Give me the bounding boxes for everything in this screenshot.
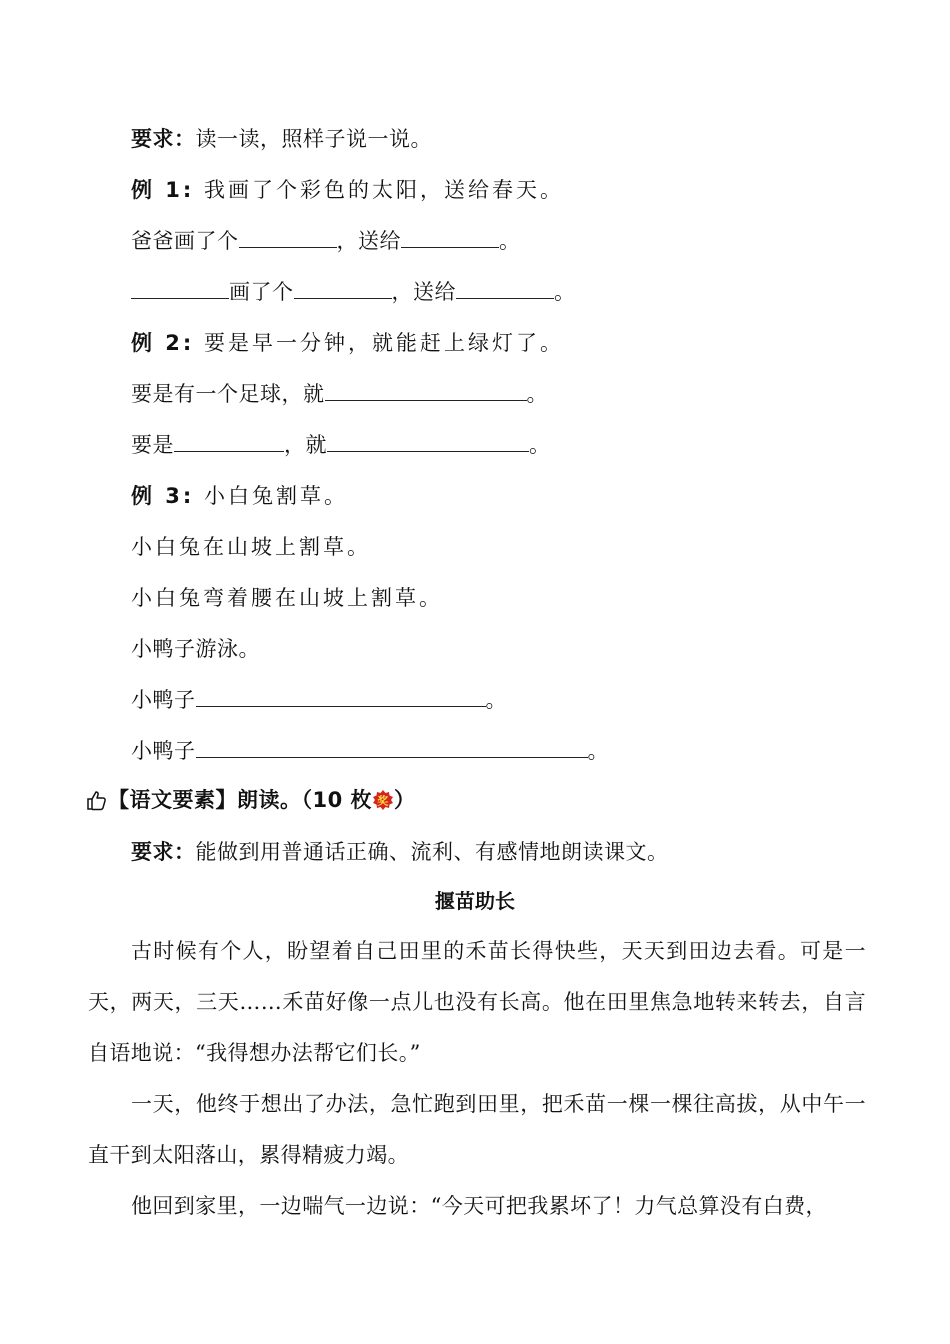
fill-text: 画了个 bbox=[229, 280, 294, 304]
requirement-text: 能做到用普通话正确、流利、有感情地朗读课文。 bbox=[195, 840, 669, 864]
answer-blank[interactable] bbox=[327, 431, 529, 452]
answer-blank[interactable] bbox=[174, 431, 284, 452]
example-3-sentence-2: 小白兔在山坡上割草。 bbox=[131, 535, 371, 559]
example-1-label: 例 1: bbox=[131, 178, 195, 202]
answer-blank[interactable] bbox=[325, 380, 527, 401]
requirement-line bbox=[131, 125, 432, 153]
fill-text: 爸爸画了个 bbox=[131, 229, 239, 253]
example-1-fill-2 bbox=[131, 278, 576, 306]
fill-text: 小鸭子 bbox=[131, 739, 196, 763]
story-paragraph-3: 他回到家里，一边喘气一边说：“今天可把我累坏了！力气总算没有白费， bbox=[131, 1194, 827, 1218]
fill-text: 要是有一个足球，就 bbox=[131, 382, 325, 406]
example-1-text: 我画了个彩色的太阳，送给春天。 bbox=[204, 178, 565, 202]
section-heading bbox=[86, 786, 416, 814]
fill-text: 。 bbox=[529, 433, 551, 457]
requirement-line-2 bbox=[131, 838, 669, 866]
example-3-label: 例 3: bbox=[131, 484, 195, 508]
fill-text: 。 bbox=[485, 688, 507, 712]
fill-text: ，送给 bbox=[336, 229, 401, 253]
duck-fill-1 bbox=[131, 686, 507, 714]
duck-fill-2 bbox=[131, 737, 609, 765]
example-2-text: 要是早一分钟，就能赶上绿灯了。 bbox=[204, 331, 565, 355]
answer-blank[interactable] bbox=[456, 278, 554, 299]
section-heading-text: 【语文要素】朗读。（10 枚 bbox=[108, 788, 373, 812]
answer-blank[interactable] bbox=[294, 278, 392, 299]
medal-char: 奖 bbox=[377, 794, 389, 808]
answer-blank[interactable] bbox=[401, 227, 499, 248]
example-3-sentence-3: 小白兔弯着腰在山坡上割草。 bbox=[131, 586, 443, 610]
fill-text: 。 bbox=[499, 229, 521, 253]
duck-sentence: 小鸭子游泳。 bbox=[131, 637, 260, 661]
answer-blank[interactable] bbox=[196, 737, 588, 758]
example-2-fill-2 bbox=[131, 431, 551, 459]
thumbs-up-icon bbox=[86, 789, 108, 811]
fill-text: ，就 bbox=[284, 433, 327, 457]
answer-blank[interactable] bbox=[131, 278, 229, 299]
fill-text: 。 bbox=[554, 280, 576, 304]
example-3-text: 小白兔割草。 bbox=[204, 484, 349, 508]
fill-text: 小鸭子 bbox=[131, 688, 196, 712]
example-2 bbox=[131, 329, 564, 357]
example-2-fill-1 bbox=[131, 380, 548, 408]
award-medal-icon bbox=[372, 789, 394, 811]
fill-text: 要是 bbox=[131, 433, 174, 457]
section-heading-close: ） bbox=[394, 788, 416, 812]
story-paragraph-1: 古时候有个人，盼望着自己田里的禾苗长得快些，天天到田边去看。可是一天，两天，三天……禾苗好像一点儿也没有长高。他在田里焦急地转来转去，自言自语地说：“我得想办法帮它们长。” bbox=[88, 939, 866, 1065]
example-3 bbox=[131, 482, 348, 510]
requirement-label: 要求： bbox=[131, 840, 196, 864]
story-title: 揠苗助长 bbox=[435, 889, 515, 913]
fill-text: ，送给 bbox=[391, 280, 456, 304]
requirement-label: 要求： bbox=[131, 127, 196, 151]
example-2-label: 例 2: bbox=[131, 331, 195, 355]
story-paragraph-2: 一天，他终于想出了办法，急忙跑到田里，把禾苗一棵一棵往高拔，从中午一直干到太阳落山，累得精疲力竭。 bbox=[88, 1092, 866, 1167]
requirement-text: 读一读，照样子说一说。 bbox=[195, 127, 432, 151]
fill-text: 。 bbox=[587, 739, 609, 763]
answer-blank[interactable] bbox=[196, 686, 486, 707]
fill-text: 。 bbox=[526, 382, 548, 406]
example-1 bbox=[131, 176, 564, 204]
example-1-fill-1 bbox=[131, 227, 521, 255]
answer-blank[interactable] bbox=[239, 227, 337, 248]
